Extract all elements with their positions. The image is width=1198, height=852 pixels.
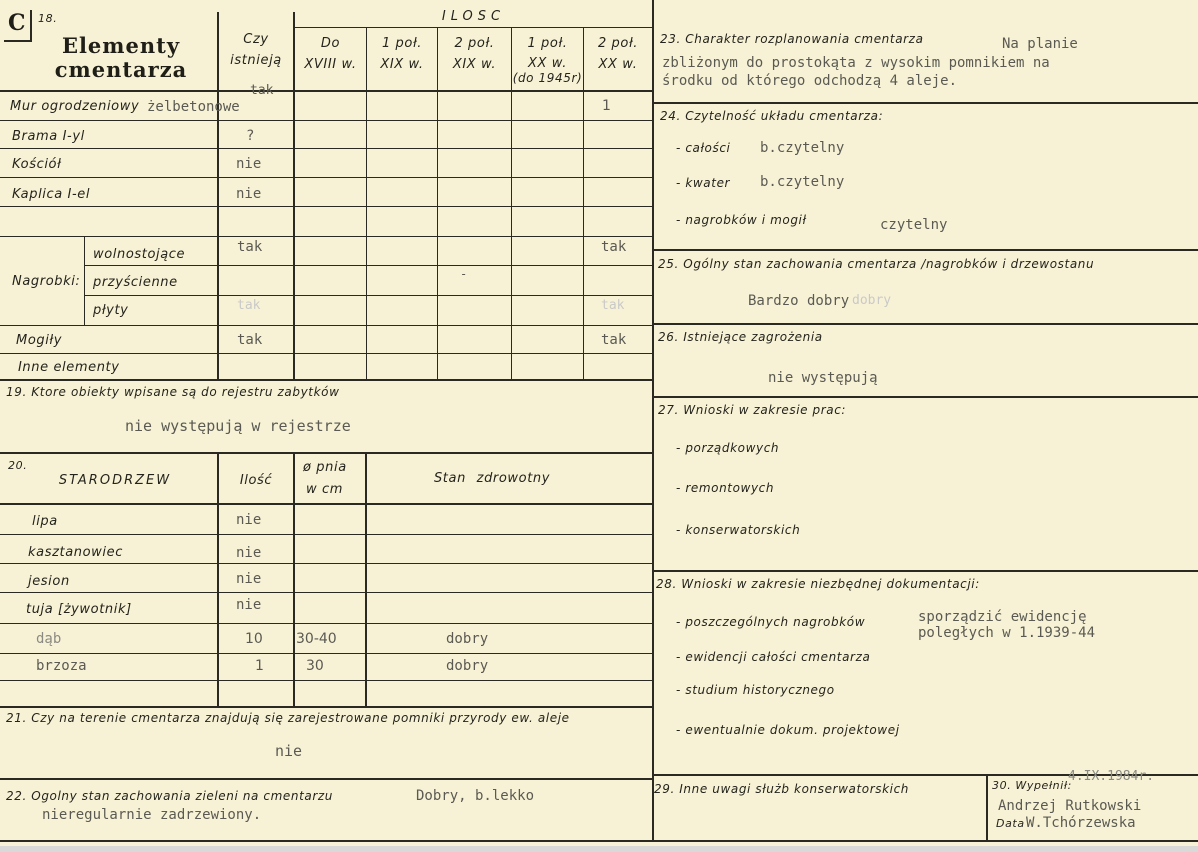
tree-5-pien: 30-40 — [296, 631, 337, 647]
table18-row-line — [84, 295, 652, 296]
section28-item-3-label: - studium historycznego — [676, 683, 835, 697]
table20-row-line — [0, 592, 652, 593]
row-mur-value-extra: tak — [250, 83, 274, 98]
section27-item-3: - konserwatorskich — [676, 523, 801, 537]
section27-item-2: - remontowych — [676, 481, 775, 495]
section30-date: 4.IX.1984r. — [1068, 769, 1155, 784]
section24-item-3-label: - nagrobków i mogił — [676, 213, 807, 227]
section26-value: nie występują — [768, 370, 878, 386]
col-czy-line1: Czy — [243, 32, 269, 47]
section24-item-3-value: czytelny — [880, 217, 948, 233]
row-plyty-xx2: tak — [601, 298, 625, 313]
section21-top-line — [0, 706, 652, 708]
table18-row-line — [0, 148, 652, 149]
section25-value: Bardzo dobry — [748, 293, 850, 309]
row-inne-label: Inne elementy — [18, 360, 120, 375]
tree-5-stan: dobry — [446, 631, 489, 647]
section24-top-line — [652, 102, 1198, 104]
period-4-line2: XX w. — [528, 56, 567, 71]
table18-vline — [366, 28, 367, 380]
row-mur-xx2: 1 — [602, 98, 611, 114]
period-1-line1: Do — [320, 36, 341, 51]
nagrobki-vline — [84, 236, 85, 325]
row-mogily-xx2: tak — [601, 332, 627, 348]
section22-value-1: Dobry, b.lekko — [416, 788, 535, 804]
column-divider — [652, 0, 654, 842]
section22-top-line — [0, 778, 652, 780]
section23-value-3: środku od którego odchodzą 4 aleje. — [662, 73, 958, 89]
table18-row-line — [0, 353, 652, 354]
section28-top-line — [652, 570, 1198, 572]
table20-row-line — [0, 534, 652, 535]
table18-row-line — [0, 236, 652, 237]
section21-value: nie — [275, 742, 303, 760]
tree-6-pien: 30 — [306, 658, 324, 674]
row-mogily-label: Mogiły — [16, 333, 63, 348]
section26-top-line — [652, 323, 1198, 325]
period-5-line2: XX w. — [598, 57, 638, 72]
section23-label: 23. Charakter rozplanowania cmentarza — [660, 32, 924, 46]
section30-person-2: W.Tchórzewska — [1026, 815, 1136, 831]
col-ilosc: Ilość — [239, 473, 273, 488]
tree-4-ilosc: nie — [236, 597, 262, 613]
section29-label: 29. Inne uwagi służb konserwatorskich — [654, 782, 909, 796]
section30-data-label: Data — [996, 817, 1025, 830]
table18-row-line — [84, 265, 652, 266]
row-mur-value: żelbetonowe — [147, 99, 240, 115]
row-przys-dash: - — [460, 267, 468, 281]
col-pien-line1: ø pnia — [303, 460, 347, 475]
tree-6-stan: dobry — [446, 658, 489, 674]
row-mogily-value: tak — [237, 332, 263, 348]
table18-row-line — [0, 177, 652, 178]
tree-1-name: lipa — [32, 514, 58, 529]
tree-3-ilosc: nie — [236, 571, 262, 587]
col-stan: Stan zdrowotny — [433, 471, 551, 486]
row-kaplica-value: nie — [236, 186, 262, 202]
tree-1-ilosc: nie — [236, 512, 262, 528]
section24-item-1-value: b.czytelny — [760, 140, 845, 156]
row-plyty-label: płyty — [93, 303, 129, 318]
table20-row-line — [0, 653, 652, 654]
section27-label: 27. Wnioski w zakresie prac: — [658, 403, 847, 417]
section28-item-4-label: - ewentualnie dokum. projektowej — [676, 723, 900, 737]
period-3-line1: 2 poł. — [454, 36, 495, 51]
table18-row-line — [0, 325, 652, 326]
tree-6-ilosc: 1 — [255, 658, 264, 674]
section30-wypelnil-label: 30. Wypełnił: — [992, 779, 1072, 792]
section22-value-2: nieregularnie zadrzewiony. — [42, 807, 262, 823]
table18-row-line — [0, 120, 652, 121]
row-wolno-xx2: tak — [601, 239, 627, 255]
section24-item-2-label: - kwater — [676, 176, 731, 190]
tree-5-ilosc: 10 — [245, 631, 263, 647]
section19-top-line — [0, 379, 652, 381]
row-przys-label: przyścienne — [93, 275, 178, 290]
table18-header-line — [0, 90, 652, 92]
section23-value-2: zbliżonym do prostokąta z wysokim pomnikiem na — [662, 55, 1050, 71]
section22-label: 22. Ogolny stan zachowania zieleni na cmentarzu — [6, 789, 333, 803]
table20-row-line — [0, 680, 652, 681]
col-pien-line2: w cm — [306, 482, 343, 497]
tree-5-name: dąb — [36, 631, 62, 647]
table18-vline — [583, 28, 584, 380]
tree-6-name: brzoza — [36, 658, 87, 674]
section28-item-1-value-1: sporządzić ewidencję — [918, 609, 1087, 625]
row-brama-value: ? — [246, 128, 255, 144]
row-kaplica-label: Kaplica I-el — [12, 187, 91, 202]
section27-top-line — [652, 396, 1198, 398]
table18-ilosc-underline — [293, 27, 652, 28]
section30-divider — [986, 774, 988, 842]
section23-value-1: Na planie — [1002, 36, 1078, 52]
row-mur-label: Mur ogrodzeniowy — [10, 99, 140, 114]
table20-vline — [217, 452, 219, 707]
section27-item-1: - porządkowych — [676, 441, 780, 455]
row-brama-label: Brama I-yl — [12, 129, 85, 144]
period-4-line1: 1 poł. — [527, 36, 568, 51]
row-kosciol-value: nie — [236, 156, 262, 172]
section28-label: 28. Wnioski w zakresie niezbędnej dokumentacji: — [656, 577, 980, 591]
table20-row-line — [0, 563, 652, 564]
section20-number: 20. — [8, 459, 28, 472]
section24-item-1-label: - całości — [676, 141, 731, 155]
table20-header-line — [0, 503, 652, 505]
row-wolno-value: tak — [237, 239, 263, 255]
section20-header: STARODRZEW — [58, 473, 172, 488]
corner-letter: C — [8, 10, 27, 36]
tree-3-name: jesion — [28, 574, 70, 589]
tree-4-name: tuja [żywotnik] — [26, 602, 132, 617]
row-kosciol-label: Kościół — [12, 157, 62, 172]
row-wolno-label: wolnostojące — [93, 247, 186, 262]
section19-value: nie występują w rejestrze — [125, 417, 351, 435]
table20-row-line — [0, 623, 652, 624]
period-5-line1: 2 poł. — [597, 36, 639, 51]
section24-label: 24. Czytelność układu cmentarza: — [660, 109, 884, 123]
period-1-line2: XVIII w. — [304, 57, 357, 72]
section25-value-faint: dobry — [852, 293, 892, 308]
section25-label: 25. Ogólny stan zachowania cmentarza /nagrobków i drzewostanu — [658, 257, 1095, 271]
table18-vline — [437, 28, 438, 380]
section18-number: 18. — [38, 12, 58, 25]
section20-top-line — [0, 452, 652, 454]
card-bottom-border — [0, 840, 1198, 842]
section24-item-2-value: b.czytelny — [760, 174, 845, 190]
section19-label: 19. Ktore obiekty wpisane są do rejestru zabytków — [6, 385, 340, 399]
table18-row-line — [0, 206, 652, 207]
period-3-line2: XIX w. — [452, 57, 497, 72]
section28-item-1-label: - poszczególnych nagrobków — [676, 615, 866, 629]
tree-2-name: kasztanowiec — [28, 545, 123, 560]
section18-title-line1: Elementy — [61, 33, 181, 58]
col-czy-line2: istnieją — [230, 53, 282, 68]
period-4-line3: (do 1945r) — [512, 71, 583, 85]
section30-person-1: Andrzej Rutkowski — [998, 798, 1142, 814]
row-plyty-value: tak — [237, 298, 261, 313]
table20-vline — [365, 452, 367, 707]
period-2-line2: XIX w. — [380, 57, 424, 72]
row-nagrobki-label: Nagrobki: — [12, 274, 81, 289]
period-2-line1: 1 poł. — [381, 36, 423, 51]
col-ilosc-header: ILOSC — [441, 9, 506, 24]
section25-top-line — [652, 249, 1198, 251]
section28-item-2-label: - ewidencji całości cmentarza — [676, 650, 871, 664]
section26-label: 26. Istniejące zagrożenia — [658, 330, 823, 344]
tree-2-ilosc: nie — [236, 545, 262, 561]
section18-title-line2: cmentarza — [54, 57, 188, 82]
section28-item-1-value-2: poległych w 1.1939-44 — [918, 625, 1096, 641]
table20-vline — [293, 452, 295, 707]
section21-label: 21. Czy na terenie cmentarza znajdują się zarejestrowane pomniki przyrody ew. aleje — [6, 711, 570, 725]
